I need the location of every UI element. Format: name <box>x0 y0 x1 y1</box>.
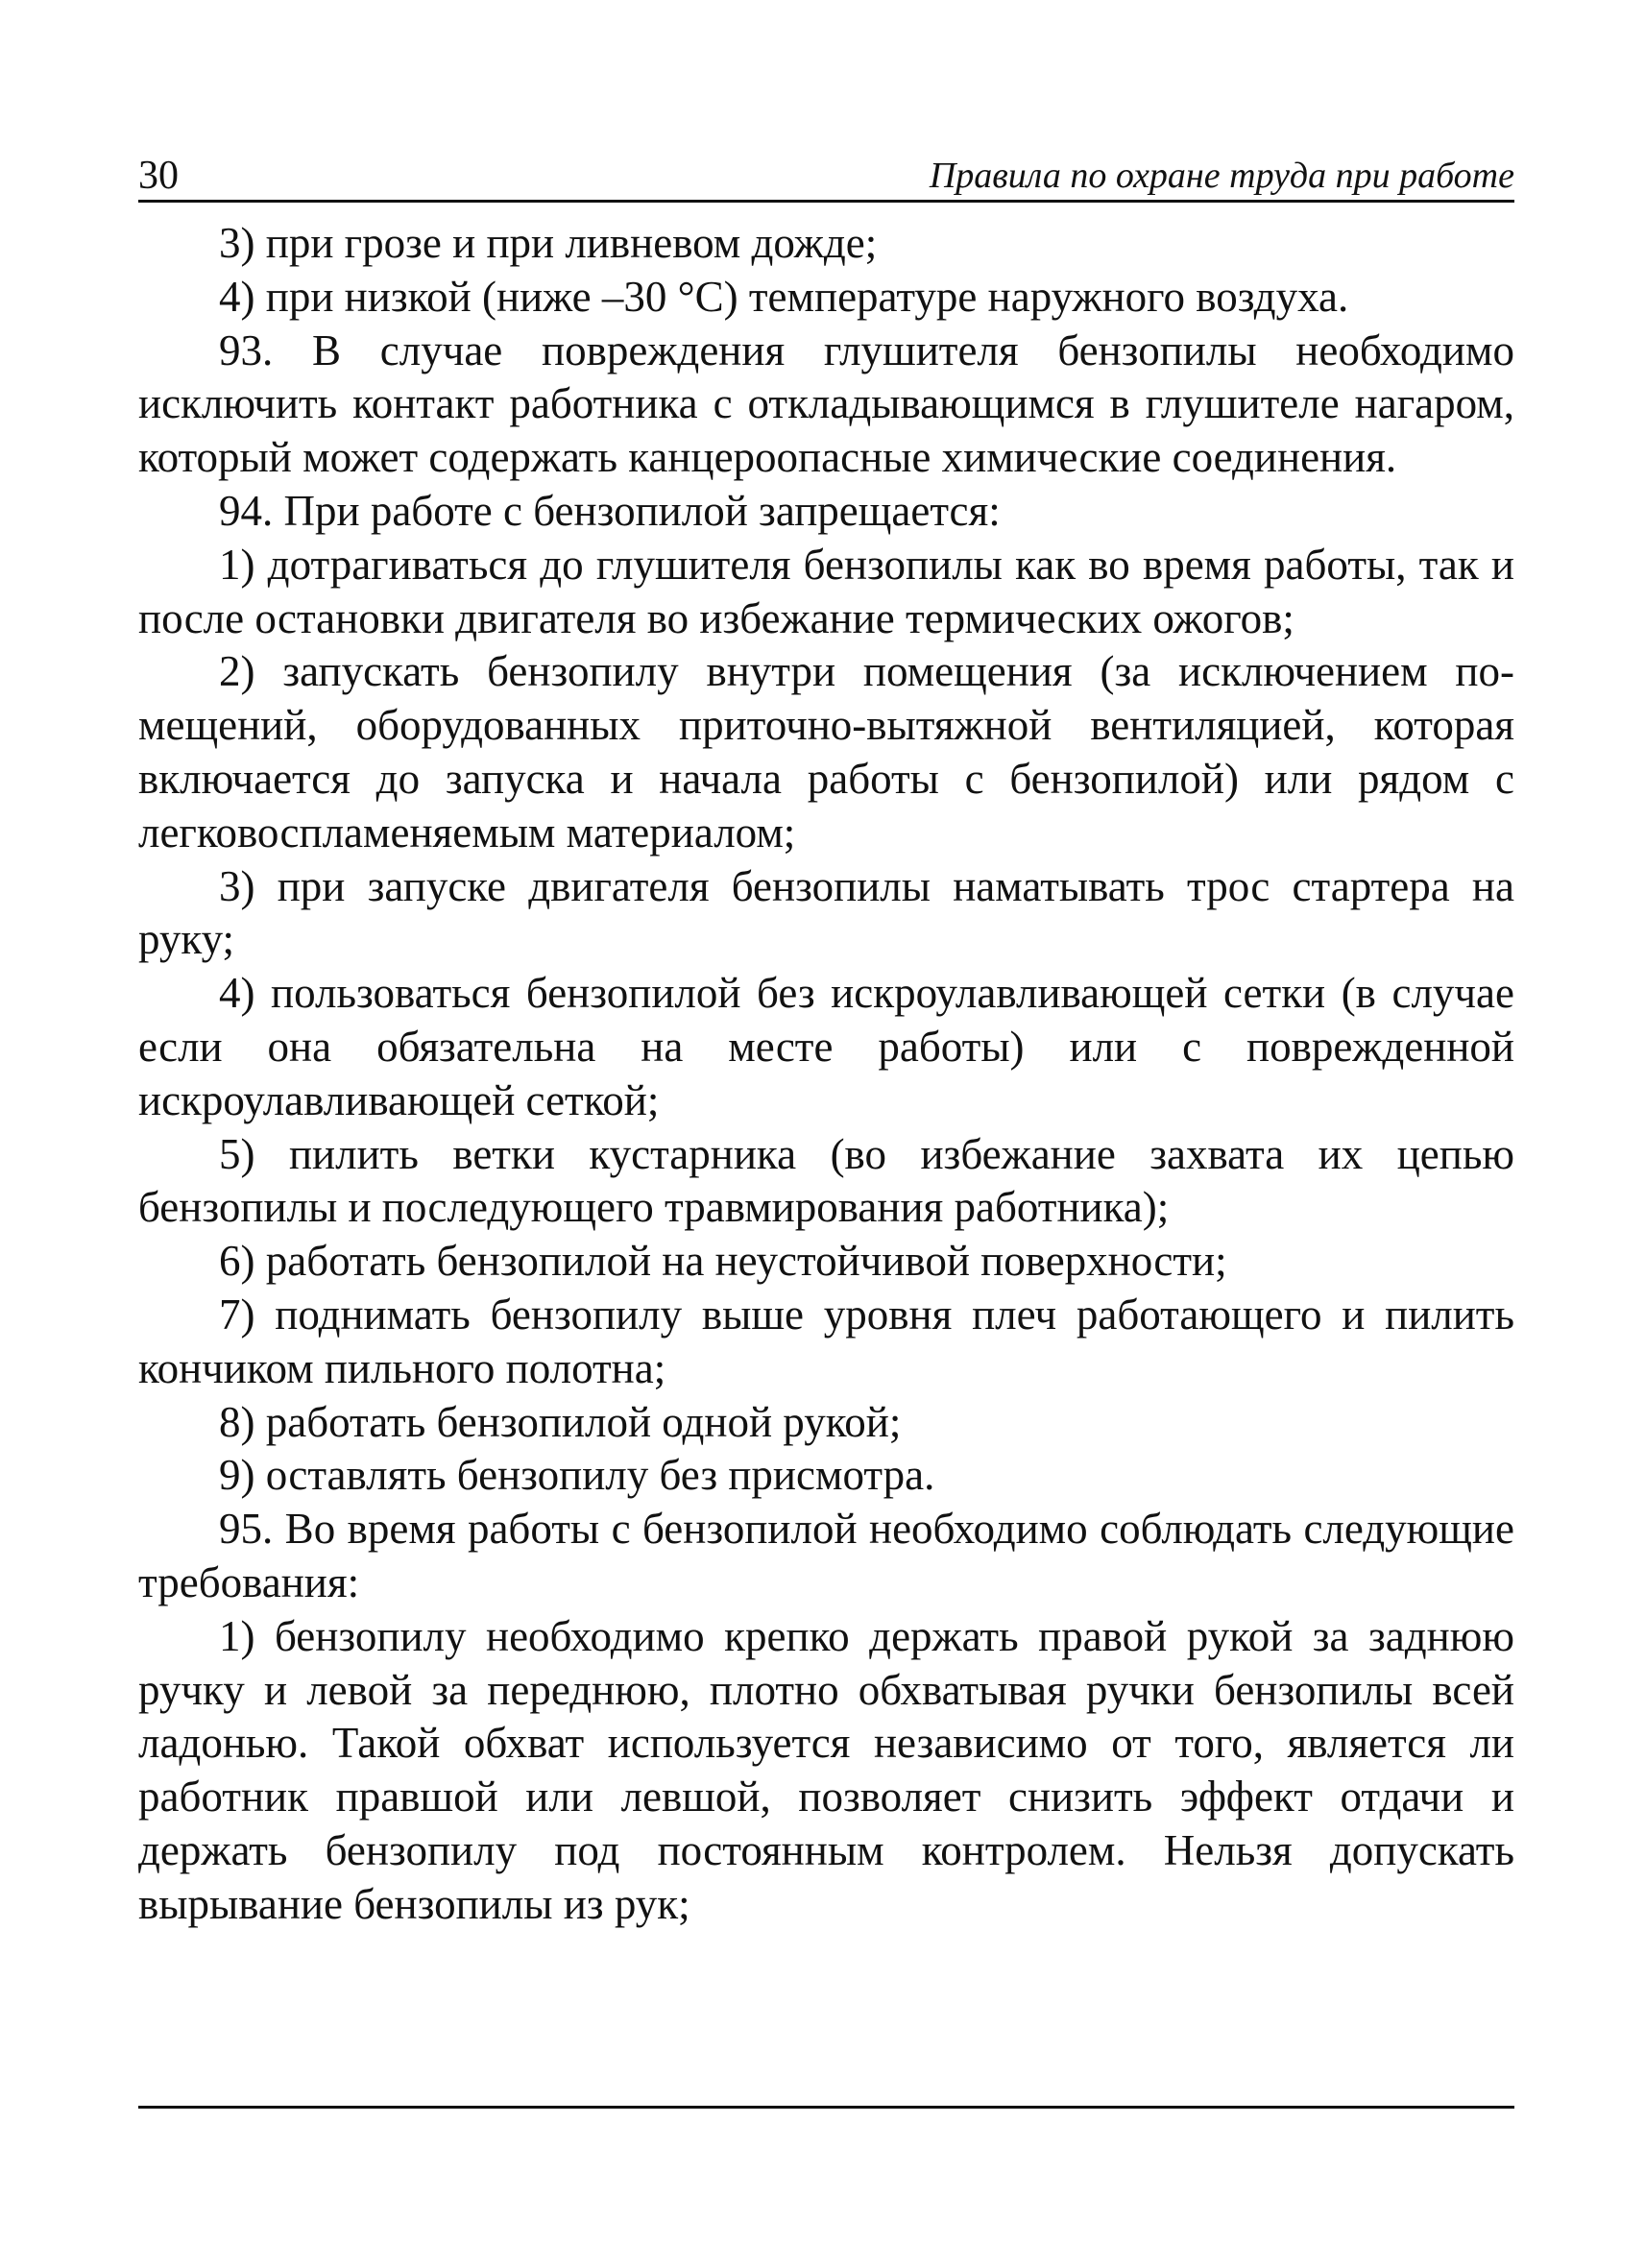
paragraph: 1) дотрагиваться до глушителя бензопилы как во время работы, так и после остановки двигателя во избежание термических ожогов; <box>138 540 1514 642</box>
paragraph: 3) при запуске двигателя бензопилы наматывать трос стартера на руку; <box>138 861 1514 964</box>
bottom-rule <box>138 2106 1514 2109</box>
body-text <box>138 217 1514 1932</box>
running-header <box>138 146 1514 203</box>
paragraph: 3) при грозе и при ливневом дожде; <box>219 219 878 267</box>
paragraph: 93. В случае повреждения глушителя бензопилы необходимо исключить контакт работника с откладывающимся в глушителе нагаром, который может содержать канцероопасные химические соединения. <box>138 326 1514 482</box>
paragraph: 94. При работе с бензопилой запрещается: <box>219 486 1001 535</box>
paragraph: 6) работать бензопилой на неустойчивой поверхности; <box>219 1237 1227 1286</box>
paragraph: 95. Во время работы с бензопилой необходимо соблюдать следующие требования: <box>138 1505 1514 1606</box>
page-number: 30 <box>138 154 179 198</box>
paragraph: 8) работать бензопилой одной рукой; <box>219 1397 902 1446</box>
paragraph: 9) оставлять бензопилу без присмотра. <box>219 1451 935 1500</box>
running-title: Правила по охране труда при работе <box>929 156 1514 196</box>
paragraph: 1) бензопилу необходимо крепко держать правой рукой за заднюю ручку и левой за переднюю, плотно обхватывая ручки бензопилы всей ладонью. Такой обхват используется независимо от того, является ли работник правшой или левшой, позволяет снизить эффект отдачи и держать бензопилу под постоянным контролем. Нельзя допускать вырывание бензопилы из рук; <box>138 1611 1514 1928</box>
paragraph: 2) запускать бензопилу внутри помещения (за исключением помещений, оборудованных приточно-вытяжной вентиляцией, которая включается до запуска и начала работы с бензопилой) или рядом с легковоспламеняемым материалом; <box>138 647 1514 857</box>
paragraph: 7) поднимать бензопилу выше уровня плеч работающего и пилить кончиком пильного полотна; <box>138 1290 1514 1392</box>
paragraph: 4) пользоваться бензопилой без искроулавливающей сетки (в случае если она обязательна на месте работы) или с поврежденной искроулавливающей сеткой; <box>138 969 1514 1124</box>
paragraph: 4) при низкой (ниже –30 °С) температуре наружного воздуха. <box>219 272 1349 321</box>
paragraph: 5) пилить ветки кустарника (во избежание захвата их цепью бензопилы и последующего травмирования работника); <box>138 1129 1514 1232</box>
